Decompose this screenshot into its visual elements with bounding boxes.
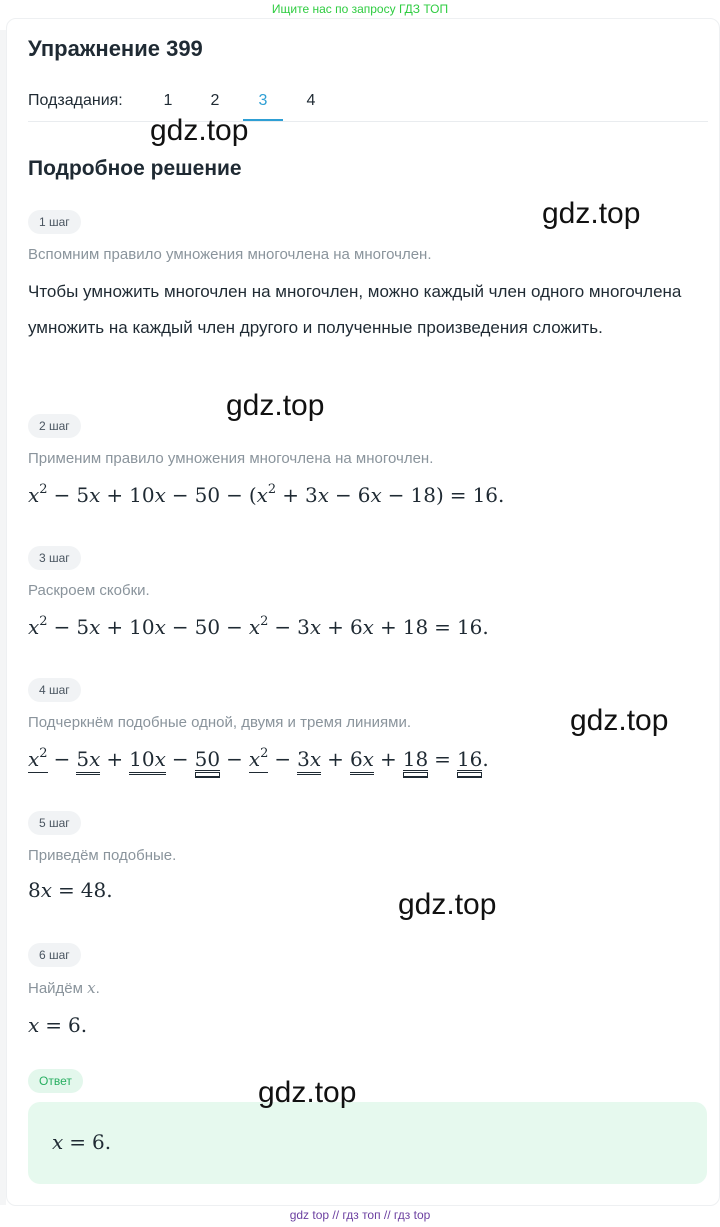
tab-subtask-3[interactable]: 3 (258, 92, 268, 109)
tab-subtask-1[interactable]: 1 (163, 92, 173, 109)
step-badge-2: 2 шаг (28, 414, 81, 438)
page-title: Упражнение 399 (28, 36, 203, 61)
answer-math: x = 6. (52, 1130, 112, 1154)
top-banner[interactable]: Ищите нас по запросу ГДЗ ТОП (271, 2, 449, 16)
watermark: gdz.top (150, 114, 249, 147)
tab-subtask-2[interactable]: 2 (210, 92, 220, 109)
watermark: gdz.top (570, 704, 669, 737)
step-hint-1: Вспомним правило умножения многочлена на многочлен. (28, 246, 432, 263)
step-math-3: $x^2 - 5x + 10x - 50 - x^2 - 3x + 6x + 18 = 16$. (28, 614, 489, 639)
step-math-5: 8x = 48. (28, 878, 113, 902)
watermark: gdz.top (542, 197, 641, 230)
step-text-1: Чтобы умножить многочлен на многочлен, можно каждый член одного многочлена умножить на каждый член другого и полученные произведения сложить. (28, 282, 682, 337)
watermark: gdz.top (226, 389, 325, 422)
step-math-6: x = 6. (28, 1013, 88, 1037)
active-tab-indicator (243, 119, 283, 121)
footer-links[interactable]: gdz top // гдз топ // гдз top (289, 1208, 431, 1222)
subtasks-label: Подзадания: (28, 92, 123, 109)
tab-subtask-4[interactable]: 4 (306, 92, 316, 109)
section-title: Подробное решение (28, 157, 242, 180)
step-badge-1: 1 шаг (28, 210, 81, 234)
answer-box (28, 1102, 707, 1184)
step-math-2: $x^2 - 5x + 10x - 50 - (x^2 + 3x - 6x - 18) = 16$. (28, 482, 505, 507)
watermark: gdz.top (398, 888, 497, 921)
step-badge-3: 3 шаг (28, 546, 81, 570)
step-hint-4: Подчеркнём подобные одной, двумя и тремя линиями. (28, 714, 412, 731)
watermark: gdz.top (258, 1076, 357, 1109)
answer-badge: Ответ (28, 1069, 83, 1093)
step-hint-3: Раскроем скобки. (28, 582, 150, 599)
step-badge-5: 5 шаг (28, 811, 81, 835)
subtasks-nav (28, 90, 708, 122)
step-math-4: $x^2 - 5x + 10x - 50 - x^2 - 3x + 6x + 18 = 16$. (28, 746, 489, 773)
step-badge-4: 4 шаг (28, 678, 81, 702)
step-hint-5: Приведём подобные. (28, 847, 177, 864)
step-hint-6: Найдём x. (28, 979, 100, 997)
step-hint-2: Применим правило умножения многочлена на многочлен. (28, 450, 434, 467)
step-badge-6: 6 шаг (28, 943, 81, 967)
